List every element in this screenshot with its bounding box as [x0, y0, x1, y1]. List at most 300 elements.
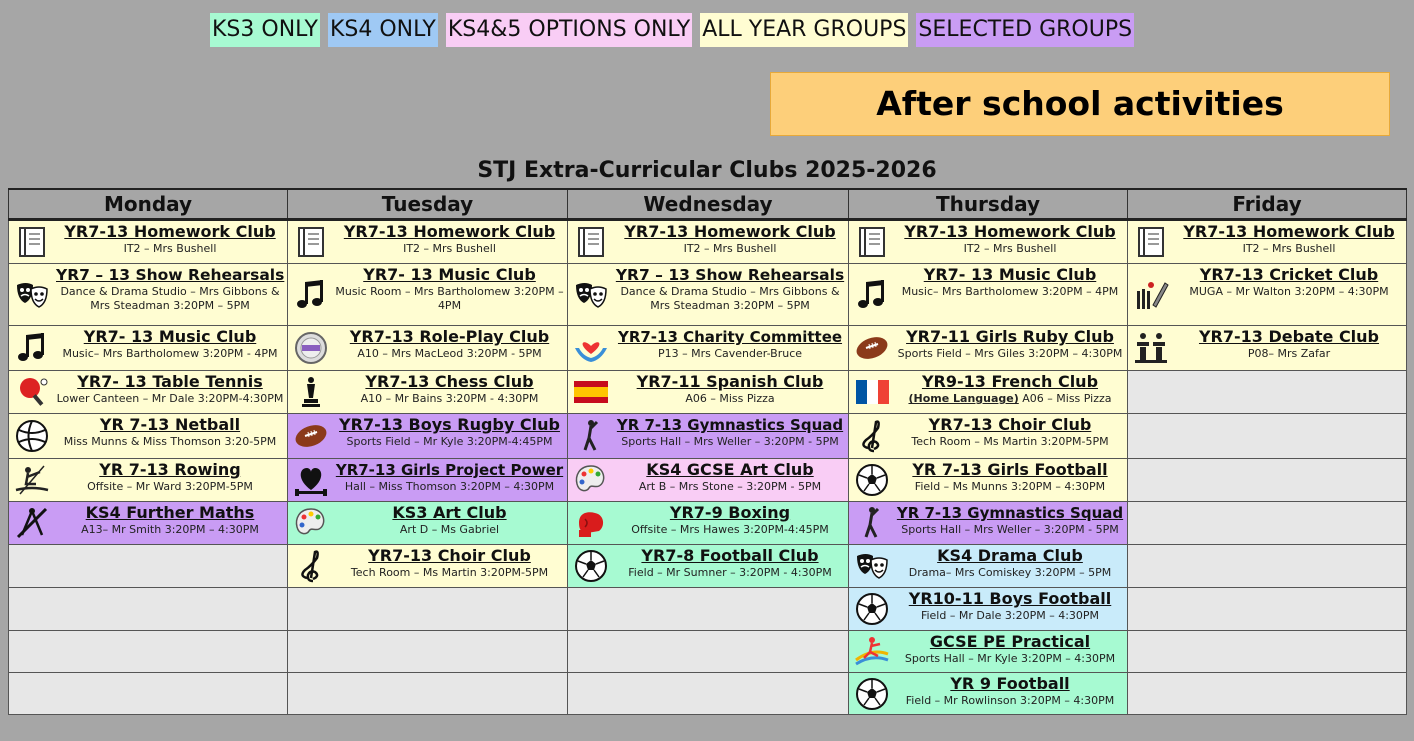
club-entry-tuesday	[288, 459, 568, 502]
music-note-icon	[292, 276, 330, 314]
club-text	[332, 264, 567, 314]
club-name: YR 7-13 Netball	[99, 415, 241, 434]
club-text	[893, 264, 1127, 300]
club-cell	[9, 221, 287, 263]
club-details-text: Music– Mrs Bartholomew 3:20PM – 4PM	[901, 285, 1119, 298]
club-details-text: Tech Room – Ms Martin 3:20PM-5PM	[350, 566, 549, 579]
club-text	[53, 502, 287, 538]
club-cell	[288, 459, 567, 501]
club-text	[612, 264, 848, 314]
club-details-text: Sports Hall – Mr Kyle 3:20PM – 4:30PM	[904, 652, 1116, 665]
football-icon	[572, 547, 610, 585]
club-details-text: Dance & Drama Studio – Mrs Gibbons & Mrs Steadman 3:20PM – 5PM	[620, 285, 840, 312]
club-cell	[849, 414, 1127, 458]
club-name: YR7-11 Spanish Club	[636, 372, 824, 391]
club-details	[896, 435, 1124, 449]
club-name: YR7-13 Girls Project Power	[335, 461, 564, 479]
club-details	[896, 523, 1124, 537]
club-details-text: Tech Room – Ms Martin 3:20PM-5PM	[911, 435, 1109, 448]
club-details-text: Drama– Mrs Comiskey 3:20PM – 5PM	[908, 566, 1112, 579]
club-cell	[1128, 221, 1406, 263]
clubs-timetable	[8, 188, 1407, 715]
club-entry-thursday	[849, 459, 1128, 502]
club-details	[615, 435, 845, 449]
club-cell	[849, 502, 1127, 544]
club-details	[896, 566, 1124, 580]
club-text	[893, 414, 1127, 450]
club-name: YR7- 13 Music Club	[923, 265, 1097, 284]
netball-icon	[13, 417, 51, 455]
club-details-text: Miss Munns & Miss Thomson 3:20-5PM	[63, 435, 277, 448]
club-cell	[9, 414, 287, 458]
club-details	[615, 523, 845, 537]
club-details-text: IT2 – Mrs Bushell	[683, 242, 777, 255]
club-cell	[9, 459, 287, 501]
club-details-text: Field – Ms Munns 3:20PM – 4:30PM	[914, 480, 1106, 493]
club-details	[56, 435, 284, 449]
football-icon	[853, 461, 891, 499]
club-name: YR7-13 Role-Play Club	[349, 327, 550, 346]
club-name: YR7-11 Girls Ruby Club	[906, 327, 1114, 346]
club-details	[56, 285, 284, 313]
timetable-row	[9, 414, 1407, 459]
club-entry-friday	[1128, 220, 1407, 264]
club-details	[615, 566, 845, 580]
club-details-text: IT2 – Mrs Bushell	[123, 242, 217, 255]
legend-all-year-groups: ALL YEAR GROUPS	[700, 13, 908, 47]
club-details-text: A10 – Mrs MacLeod 3:20PM - 5PM	[357, 347, 542, 360]
empty-slot-monday	[9, 545, 288, 588]
club-text	[332, 326, 567, 362]
club-details	[896, 392, 1124, 406]
empty-slot-monday	[9, 631, 288, 673]
club-cell	[288, 545, 567, 587]
club-details-text: Field – Mr Dale 3:20PM – 4:30PM	[920, 609, 1100, 622]
club-name: YR7-13 Cricket Club	[1199, 265, 1379, 284]
club-entry-friday	[1128, 264, 1407, 326]
club-details-text: A06 – Miss Pizza	[685, 392, 775, 405]
empty-slot-friday	[1128, 631, 1407, 673]
day-header-monday: Monday	[9, 189, 288, 220]
day-header-wednesday: Wednesday	[568, 189, 849, 220]
club-cell	[849, 545, 1127, 587]
empty-slot-wednesday	[568, 673, 849, 715]
club-details	[335, 242, 564, 256]
timetable-row	[9, 631, 1407, 673]
page-title: STJ Extra-Curricular Clubs 2025-2026	[477, 158, 937, 183]
club-entry-thursday	[849, 673, 1128, 715]
treble-clef-icon	[853, 417, 891, 455]
club-details	[335, 566, 564, 580]
club-name: YR7 – 13 Show Rehearsals	[615, 266, 845, 284]
club-cell	[849, 588, 1127, 630]
football-icon	[853, 590, 891, 628]
after-school-activities-banner: After school activities	[770, 72, 1390, 136]
club-entry-wednesday	[568, 326, 849, 371]
club-details-text: Art B – Mrs Stone – 3:20PM - 5PM	[638, 480, 822, 493]
club-name: YR 7-13 Rowing	[99, 460, 241, 479]
club-entry-wednesday	[568, 371, 849, 414]
theatre-masks-icon	[853, 547, 891, 585]
club-entry-monday	[9, 326, 288, 371]
club-name: YR7-13 Homework Club	[904, 222, 1116, 241]
club-name: YR7-13 Debate Club	[1198, 327, 1380, 346]
club-details	[56, 242, 284, 256]
chess-icon	[292, 373, 330, 411]
club-name: YR7- 13 Table Tennis	[77, 372, 263, 391]
club-name: YR 9 Football	[950, 674, 1070, 693]
club-details-text: Sports Field – Mr Kyle 3:20PM-4:45PM	[346, 435, 553, 448]
legend-selected-groups: SELECTED GROUPS	[916, 13, 1134, 47]
club-text	[53, 371, 287, 407]
club-details-text: Offsite – Mrs Hawes 3:20PM-4:45PM	[631, 523, 829, 536]
club-details	[1175, 347, 1403, 361]
club-text	[332, 545, 567, 581]
club-text	[893, 588, 1127, 624]
club-details-text: Offsite – Mr Ward 3:20PM-5PM	[87, 480, 253, 493]
empty-slot-monday	[9, 673, 288, 715]
club-entry-thursday	[849, 371, 1128, 414]
empty-slot-wednesday	[568, 631, 849, 673]
empty-slot-friday	[1128, 502, 1407, 545]
club-cell	[288, 264, 567, 325]
club-entry-monday	[9, 220, 288, 264]
club-entry-tuesday	[288, 371, 568, 414]
club-text	[612, 502, 848, 538]
club-cell	[568, 459, 848, 501]
club-details-text: IT2 – Mrs Bushell	[963, 242, 1057, 255]
club-entry-wednesday	[568, 459, 849, 502]
club-details	[335, 435, 564, 449]
club-text	[1172, 264, 1406, 300]
club-details-text: P13 – Mrs Cavender-Bruce	[657, 347, 803, 360]
club-details	[56, 347, 284, 361]
club-cell	[849, 371, 1127, 413]
club-details-text: Sports Hall – Mrs Weller – 3:20PM - 5PM	[621, 435, 839, 448]
club-cell	[1128, 326, 1406, 370]
club-details	[896, 242, 1124, 256]
club-entry-thursday	[849, 631, 1128, 673]
club-name: YR9-13 French Club	[921, 372, 1099, 391]
empty-slot-tuesday	[288, 673, 568, 715]
club-cell	[849, 326, 1127, 370]
club-text	[53, 221, 287, 257]
club-text	[612, 545, 848, 581]
timetable-row	[9, 326, 1407, 371]
club-details-text: A13– Mr Smith 3:20PM – 4:30PM	[81, 523, 259, 536]
club-text	[53, 326, 287, 362]
empty-slot-monday	[9, 588, 288, 631]
club-details-text: MUGA – Mr Walton 3:20PM – 4:30PM	[1189, 285, 1389, 298]
club-entry-wednesday	[568, 220, 849, 264]
club-entry-tuesday	[288, 326, 568, 371]
club-entry-tuesday	[288, 220, 568, 264]
club-cell	[9, 371, 287, 413]
club-details-text: Dance & Drama Studio – Mrs Gibbons & Mrs Steadman 3:20PM – 5PM	[60, 285, 280, 312]
club-name: KS3 Art Club	[392, 503, 507, 522]
club-entry-thursday	[849, 502, 1128, 545]
club-details	[615, 242, 845, 256]
club-details	[56, 523, 284, 537]
club-entry-thursday	[849, 414, 1128, 459]
club-name: YR7-13 Choir Club	[368, 546, 531, 565]
club-details-text: Music– Mrs Bartholomew 3:20PM - 4PM	[62, 347, 278, 360]
music-note-icon	[853, 276, 891, 314]
club-name: YR7-13 Homework Club	[624, 222, 836, 241]
club-name: YR7- 13 Music Club	[83, 327, 257, 346]
club-name: KS4 Further Maths	[85, 503, 255, 522]
club-entry-thursday	[849, 220, 1128, 264]
club-details-text: Field – Mr Rowlinson 3:20PM – 4:30PM	[905, 694, 1115, 707]
club-details-text: Art D – Ms Gabriel	[399, 523, 500, 536]
club-cell	[9, 264, 287, 325]
club-text	[893, 631, 1127, 667]
club-text	[612, 371, 848, 407]
club-name: YR7-13 Chess Club	[365, 372, 534, 391]
club-details-text: Sports Field – Mrs Giles 3:20PM – 4:30PM	[897, 347, 1123, 360]
club-name: YR7 – 13 Show Rehearsals	[56, 266, 285, 284]
club-text	[332, 371, 567, 407]
timetable-row	[9, 673, 1407, 715]
football-icon	[853, 675, 891, 713]
france-flag-icon	[853, 373, 891, 411]
rugby-ball-icon	[292, 417, 330, 455]
club-details-text: A06 – Miss Pizza	[1018, 392, 1112, 405]
club-cell	[568, 502, 848, 544]
club-details-text: Music Room – Mrs Bartholomew 3:20PM – 4PM	[335, 285, 564, 312]
club-details-text: Field – Mr Sumner – 3:20PM - 4:30PM	[628, 566, 832, 579]
club-text	[893, 673, 1127, 709]
legend-ks4-5-options-only: KS4&5 OPTIONS ONLY	[446, 13, 692, 47]
empty-slot-friday	[1128, 414, 1407, 459]
club-name: YR 7-13 Girls Football	[912, 460, 1108, 479]
club-cell	[849, 459, 1127, 501]
club-cell	[288, 221, 567, 263]
club-text	[893, 459, 1127, 495]
timetable-row	[9, 459, 1407, 502]
day-header-thursday: Thursday	[849, 189, 1128, 220]
book-icon	[853, 223, 891, 261]
club-cell	[849, 631, 1127, 672]
club-entry-monday	[9, 264, 288, 326]
club-text	[612, 221, 848, 257]
club-entry-thursday	[849, 326, 1128, 371]
club-language-note: (Home Language)	[908, 392, 1019, 405]
club-entry-wednesday	[568, 502, 849, 545]
club-text	[1172, 221, 1406, 257]
book-icon	[13, 223, 51, 261]
club-details	[615, 480, 845, 494]
colour-key	[210, 13, 1134, 47]
club-text	[612, 326, 848, 362]
club-text	[332, 502, 567, 538]
boxing-glove-icon	[572, 504, 610, 542]
timetable-row	[9, 264, 1407, 326]
empty-slot-friday	[1128, 545, 1407, 588]
club-cell	[568, 371, 848, 413]
club-entry-tuesday	[288, 545, 568, 588]
club-entry-thursday	[849, 545, 1128, 588]
club-entry-monday	[9, 502, 288, 545]
club-cell	[568, 414, 848, 458]
empty-slot-wednesday	[568, 588, 849, 631]
timetable-row	[9, 588, 1407, 631]
club-name: YR 7-13 Gymnastics Squad	[896, 504, 1124, 522]
book-icon	[572, 223, 610, 261]
club-details-text: A10 – Mr Bains 3:20PM - 4:30PM	[360, 392, 539, 405]
club-entry-tuesday	[288, 414, 568, 459]
club-text	[893, 502, 1127, 538]
club-details-text: P08– Mrs Zafar	[1247, 347, 1331, 360]
club-text	[893, 371, 1127, 407]
club-details	[335, 347, 564, 361]
club-details	[896, 285, 1124, 299]
club-details	[896, 480, 1124, 494]
club-name: YR7-13 Boys Rugby Club	[339, 415, 560, 434]
timetable-row	[9, 502, 1407, 545]
club-details-text: Sports Hall – Mrs Weller – 3:20PM - 5PM	[901, 523, 1119, 536]
empty-slot-tuesday	[288, 588, 568, 631]
club-entry-tuesday	[288, 502, 568, 545]
club-details	[896, 694, 1124, 708]
club-details	[1175, 285, 1403, 299]
empty-slot-friday	[1128, 588, 1407, 631]
maths-compass-icon	[13, 504, 51, 542]
empty-slot-tuesday	[288, 631, 568, 673]
club-details	[615, 285, 845, 313]
club-name: YR7-13 Choir Club	[928, 415, 1092, 434]
club-entry-wednesday	[568, 545, 849, 588]
club-name: GCSE PE Practical	[929, 632, 1091, 651]
club-entry-friday	[1128, 326, 1407, 371]
club-text	[332, 459, 567, 495]
club-entry-monday	[9, 459, 288, 502]
rugby-ball-icon	[853, 329, 891, 367]
club-text	[612, 414, 848, 450]
club-text	[53, 459, 287, 495]
club-name: YR7-13 Homework Club	[343, 222, 556, 241]
club-details	[56, 480, 284, 494]
club-cell	[568, 545, 848, 587]
dice-icon	[292, 329, 330, 367]
gymnast-icon	[853, 504, 891, 542]
cricket-icon	[1132, 276, 1170, 314]
club-name: YR7-13 Homework Club	[64, 222, 276, 241]
club-entry-monday	[9, 414, 288, 459]
club-name: YR7-9 Boxing	[669, 503, 791, 522]
club-entry-wednesday	[568, 264, 849, 326]
club-details	[615, 392, 845, 406]
timetable-row	[9, 371, 1407, 414]
club-name: YR7-8 Football Club	[641, 546, 819, 565]
club-name: YR7-13 Homework Club	[1183, 222, 1395, 241]
empty-slot-friday	[1128, 459, 1407, 502]
legend-ks4-only: KS4 ONLY	[328, 13, 438, 47]
spain-flag-icon	[572, 373, 610, 411]
club-cell	[288, 502, 567, 544]
club-cell	[288, 371, 567, 413]
club-name: KS4 Drama Club	[937, 546, 1083, 565]
club-details	[896, 652, 1124, 666]
club-name: YR7-13 Charity Committee	[617, 328, 843, 346]
club-details	[335, 523, 564, 537]
club-text	[53, 264, 287, 314]
club-text	[1172, 326, 1406, 362]
club-details	[896, 609, 1124, 623]
palette-icon	[572, 461, 610, 499]
music-note-icon	[13, 329, 51, 367]
club-entry-thursday	[849, 588, 1128, 631]
club-name: KS4 GCSE Art Club	[646, 460, 814, 479]
day-header-friday: Friday	[1128, 189, 1407, 220]
club-cell	[9, 326, 287, 370]
heart-dumbbell-icon	[292, 461, 330, 499]
club-text	[893, 221, 1127, 257]
heart-hands-icon	[572, 329, 610, 367]
club-cell	[288, 326, 567, 370]
club-details-text: Lower Canteen – Mr Dale 3:20PM-4:30PM	[56, 392, 284, 405]
club-details-text: IT2 – Mrs Bushell	[403, 242, 496, 255]
club-cell	[849, 264, 1127, 325]
club-cell	[9, 502, 287, 544]
club-text	[612, 459, 848, 495]
timetable-row	[9, 545, 1407, 588]
club-details	[335, 285, 564, 313]
day-header-row	[9, 189, 1407, 220]
palette-icon	[292, 504, 330, 542]
empty-slot-friday	[1128, 673, 1407, 715]
empty-slot-friday	[1128, 371, 1407, 414]
gymnast-icon	[572, 417, 610, 455]
club-text	[893, 545, 1127, 581]
theatre-masks-icon	[572, 276, 610, 314]
day-header-tuesday: Tuesday	[288, 189, 568, 220]
book-icon	[1132, 223, 1170, 261]
club-entry-tuesday	[288, 264, 568, 326]
club-name: YR7- 13 Music Club	[363, 265, 536, 284]
club-details	[335, 480, 564, 494]
club-entry-thursday	[849, 264, 1128, 326]
club-cell	[288, 414, 567, 458]
club-text	[332, 221, 567, 257]
club-entry-monday	[9, 371, 288, 414]
club-text	[893, 326, 1127, 362]
club-details	[56, 392, 284, 406]
club-text	[53, 414, 287, 450]
pe-athlete-icon	[853, 633, 891, 671]
club-details	[335, 392, 564, 406]
club-details	[615, 347, 845, 361]
club-entry-wednesday	[568, 414, 849, 459]
club-details-text: IT2 – Mrs Bushell	[1242, 242, 1336, 255]
club-cell	[568, 221, 848, 263]
debate-podium-icon	[1132, 329, 1170, 367]
club-details-text: Hall – Miss Thomson 3:20PM – 4:30PM	[344, 480, 555, 493]
table-tennis-icon	[13, 373, 51, 411]
rowing-icon	[13, 461, 51, 499]
club-details	[896, 347, 1124, 361]
club-name: YR 7-13 Gymnastics Squad	[616, 416, 844, 434]
club-cell	[849, 673, 1127, 714]
book-icon	[292, 223, 330, 261]
legend-ks3-only: KS3 ONLY	[210, 13, 320, 47]
club-cell	[568, 326, 848, 370]
treble-clef-icon	[292, 547, 330, 585]
club-details	[1175, 242, 1403, 256]
club-cell	[849, 221, 1127, 263]
club-cell	[1128, 264, 1406, 325]
timetable-row	[9, 220, 1407, 264]
